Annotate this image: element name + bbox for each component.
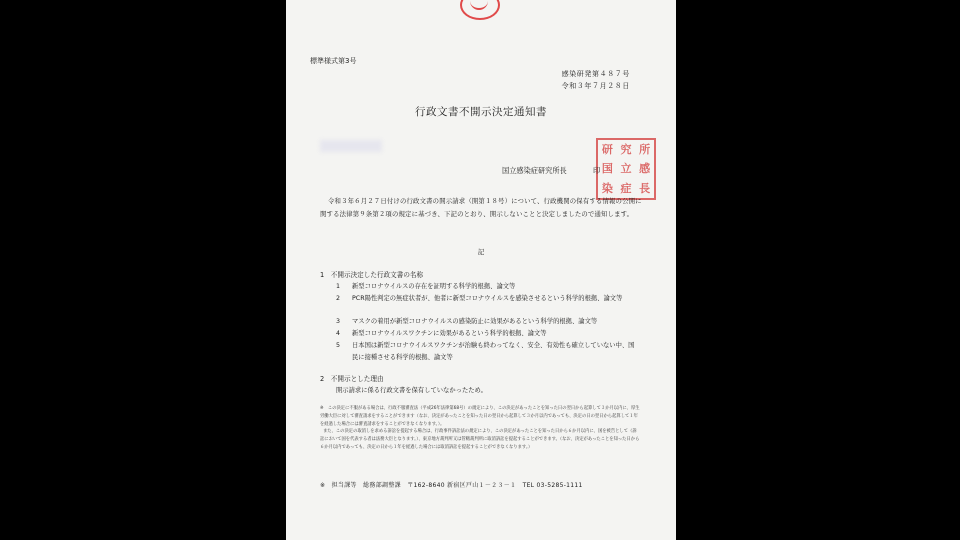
- seal-glyph: 国: [601, 162, 613, 176]
- item-number: 1: [336, 283, 341, 290]
- redacted-recipient: [320, 140, 382, 152]
- document-date: 令和３年７月２８日: [561, 82, 630, 90]
- item-number: 2: [336, 295, 341, 302]
- item-text: PCR陽性判定の無症状者が、他者に新型コロナウイルスを感染させるという科学的根拠、論文等: [352, 295, 623, 302]
- appeal-notice: [320, 405, 640, 452]
- item-text: マスクの着用が新型コロナウイルスの感染防止に効果があるという科学的根拠、論文等: [352, 318, 598, 325]
- list-item: [336, 293, 638, 305]
- notice-paragraph: また、この決定の取消しを求める訴訟を提起する場合は、行政事件訴訟法の規定により、この決定があったことを知った日から６か月以内に、国を被告として（訴訟において国を代表する者は法務大臣となります。）、東京地方裁判所又は管轄裁判所に取消訴訟を提起することができます。（なお、決定があったことを知った日から６か月以内であっても、決定の日から１年を経過した場合には取消訴訟を提起することができなくなります。）: [320, 429, 640, 450]
- seal-glyph: 長: [639, 181, 651, 195]
- list-item: [336, 316, 638, 328]
- seal-glyph: 究: [620, 143, 632, 157]
- item-number: 3: [336, 318, 341, 325]
- reference-number: 感染研発第４８７号: [561, 70, 630, 78]
- form-number: 標準様式第3号: [310, 57, 357, 65]
- section2-text: 開示請求に係る行政文書を保有していなかったため。: [336, 387, 487, 394]
- seal-glyph: 立: [620, 162, 632, 176]
- document-page: [286, 0, 676, 540]
- seal-glyph: 所: [639, 143, 651, 157]
- ki-heading: 記: [477, 248, 485, 256]
- item-number: 5: [336, 342, 341, 349]
- list-item: [336, 281, 638, 293]
- body-paragraph: 令和３年６月２７日付けの行政文書の開示請求（開第１８号）について、行政機関の保有する情報の公開に関する法律第９条第２項の規定に基づき、下記のとおり、開示しないことと決定しましたので通知します。: [320, 197, 642, 218]
- item-text: 日本国は新型コロナウイルスワクチンが治験も終わってなく、安全、有効性も確立していない中、国民に接種させる科学的根拠、論文等: [352, 342, 635, 361]
- seal-glyph: 症: [620, 181, 632, 195]
- official-seal: [596, 138, 656, 200]
- item-text: 新型コロナウイルスワクチンに効果があるという科学的根拠、論文等: [352, 330, 547, 337]
- issuer-seal-mark: 印: [593, 166, 601, 175]
- item-text: 新型コロナウイルスの存在を証明する科学的根拠、論文等: [352, 283, 516, 290]
- issuer-name: 国立感染症研究所長: [502, 166, 567, 175]
- list-item: [336, 340, 638, 363]
- seal-glyph: 感: [639, 162, 651, 176]
- document-title: 行政文書不開示決定通知書: [415, 106, 547, 118]
- seal-glyph: 染: [601, 181, 613, 195]
- list-item: [336, 328, 638, 340]
- top-red-stamp: [460, 0, 500, 20]
- contact-line: ※ 担当課等 総務部調整課 〒162-8640 新宿区戸山１－２３－１ TEL 03-5285-1111: [320, 482, 583, 489]
- item-number: 4: [336, 330, 341, 337]
- section1-heading: 1 不開示決定した行政文書の名称: [320, 271, 424, 279]
- notice-paragraph: ※ この決定に不服がある場合は、行政不服審査法（平成26年法律第68号）の規定により、この決定があったことを知った日の翌日から起算して３か月以内に、厚生労働大臣に対して審査請求をすることができます（なお、決定があったことを知った日の翌日から起算して３か月以内であっても、決定の日の翌日から起算して１年を経過した場合には審査請求をすることができなくなります。）。: [320, 406, 640, 427]
- section2-heading: 2 不開示とした理由: [320, 375, 384, 383]
- seal-glyph: 研: [601, 143, 613, 157]
